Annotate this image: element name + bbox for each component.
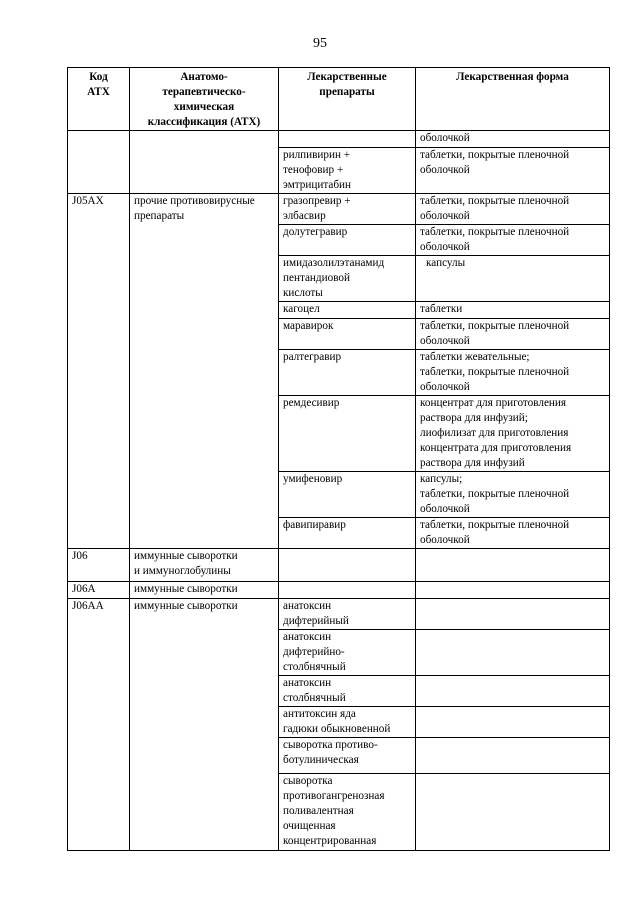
drug-cell: антитоксин яда гадюки обыкновенной: [279, 707, 416, 738]
drug-cell: рилпивирин + тенофовир + эмтрицитабин: [279, 148, 416, 194]
table-row: [68, 131, 610, 148]
classification-cell: [130, 131, 279, 194]
code-cell: [68, 131, 130, 194]
form-cell: [416, 774, 610, 851]
drug-cell: долутегравир: [279, 225, 416, 256]
form-cell: [416, 738, 610, 774]
drug-cell: [279, 549, 416, 582]
drug-cell: имидазолилэтанамид пентандиовой кислоты: [279, 256, 416, 302]
page-number: 95: [313, 36, 327, 51]
header-classification: Анатомо- терапевтическо- химическая классификация (АТХ): [130, 68, 279, 131]
drug-cell: умифеновир: [279, 472, 416, 518]
form-cell: таблетки, покрытые пленочной оболочкой: [416, 194, 610, 225]
drug-cell: [279, 582, 416, 599]
table-row: [68, 194, 610, 225]
drug-cell: [279, 131, 416, 148]
form-cell: концентрат для приготовления раствора для инфузий; лиофилизат для приготовления концентрата для приготовления раствора для инфузий: [416, 396, 610, 472]
code-cell: J06: [68, 549, 130, 582]
form-cell: [416, 599, 610, 630]
classification-cell: иммунные сыворотки: [130, 582, 279, 599]
drug-cell: фавипиравир: [279, 518, 416, 549]
classification-cell: иммунные сыворотки и иммуноглобулины: [130, 549, 279, 582]
table-row: [68, 582, 610, 599]
classification-cell: прочие противовирусные препараты: [130, 194, 279, 549]
atx-table: [67, 67, 610, 851]
form-cell: [416, 630, 610, 676]
drug-cell: маравирок: [279, 319, 416, 350]
header-code: Код АТХ: [68, 68, 130, 131]
form-cell: таблетки, покрытые пленочной оболочкой: [416, 518, 610, 549]
form-cell: [416, 707, 610, 738]
drug-cell: ремдесивир: [279, 396, 416, 472]
header-form: Лекарственная форма: [416, 68, 610, 131]
drug-cell: сыворотка противо- ботулиническая: [279, 738, 416, 774]
drug-cell: ралтегравир: [279, 350, 416, 396]
form-cell: [416, 676, 610, 707]
form-cell: таблетки, покрытые пленочной оболочкой: [416, 148, 610, 194]
drug-cell: кагоцел: [279, 302, 416, 319]
form-cell: таблетки: [416, 302, 610, 319]
header-drugs: Лекарственные препараты: [279, 68, 416, 131]
form-cell: оболочкой: [416, 131, 610, 148]
drug-cell: анатоксин дифтерийный: [279, 599, 416, 630]
drug-cell: анатоксин столбнячный: [279, 676, 416, 707]
code-cell: J05AX: [68, 194, 130, 549]
table-row: [68, 549, 610, 582]
drug-cell: сыворотка противогангренозная поливалентная очищенная концентрированная: [279, 774, 416, 851]
table-header-row: [68, 68, 610, 131]
form-cell: [416, 582, 610, 599]
form-cell: капсулы: [416, 256, 610, 302]
form-cell: [416, 549, 610, 582]
drug-cell: гразопревир + элбасвир: [279, 194, 416, 225]
code-cell: J06A: [68, 582, 130, 599]
form-cell: таблетки, покрытые пленочной оболочкой: [416, 319, 610, 350]
table-row: [68, 599, 610, 630]
drug-cell: анатоксин дифтерийно- столбнячный: [279, 630, 416, 676]
classification-cell: иммунные сыворотки: [130, 599, 279, 851]
form-cell: таблетки жевательные; таблетки, покрытые пленочной оболочкой: [416, 350, 610, 396]
code-cell: J06AA: [68, 599, 130, 851]
form-cell: таблетки, покрытые пленочной оболочкой: [416, 225, 610, 256]
form-cell: капсулы; таблетки, покрытые пленочной оболочкой: [416, 472, 610, 518]
